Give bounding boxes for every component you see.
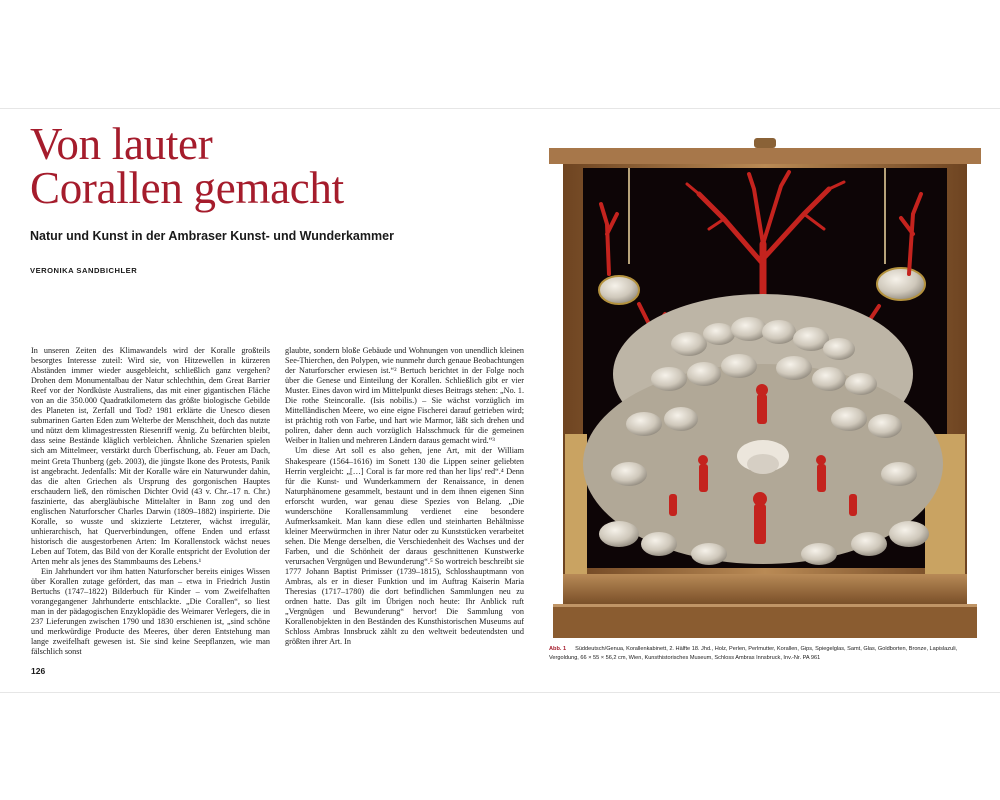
author-name: VERONIKA SANDBICHLER <box>30 266 138 275</box>
article-title <box>30 119 344 213</box>
title-line-2: Corallen gemacht <box>30 163 344 213</box>
text-column-left <box>31 346 270 657</box>
paragraph: Um diese Art soll es also gehen, jene Art, mit der William Shakespeare (1564–1616) im Sonett 130 die Lippen seiner geliebten Herrin vergleicht: „[…] Coral is far more red than her lips' red“.⁴ Denn für die Kunst- und Wunderkammern der Renaissance, in denen Naturphänomene gesammelt, bestaunt und in dem ihnen eigenen Sinn erforscht wurden, war genau diese Spezies von Belang. „Die wunderschöne Korallensammlung verdienet eine besondere Aufmerksamkeit. Man kann diese edlen und steinharten Behältnisse kleiner Meerwürmchen in ihrer Natur oder zu Kunststücken verarbeitet sehen. Die Menge derselben, die Verschiedenheit des Wachses und der Farben, und die Schönheit der daraus geschnittenen Kunstwerke verursachen Vergnügen und Bewunderung“.⁵ So wortreich beschreibt sie 1777 Johann Baptist Primisser (1739–1815), Schlosshauptmann von Ambras, als er in dieser Funktion und im Auftrag Kaiserin Maria Theresias (1717–1780) die dort befindlichen Sammlungen neu zu ordnen hatte. Das gilt im Übrigen noch heute: Ihr Anblick ruft „Vergnügen und Bewunderung“ hervor! Die Sammlung von Korallenobjekten in den Beständen des Kunsthistorischen Museums auf Schloss Ambras Innsbruck zählt zu den weltweit bedeutendsten und größten ihrer Art. In <box>285 446 524 647</box>
figure-label: Abb. 1 <box>549 646 567 652</box>
shell-grotto <box>583 294 943 565</box>
cabinet-base <box>563 574 967 604</box>
article-subtitle: Natur und Kunst in der Ambraser Kunst- und Wunderkammer <box>30 229 394 243</box>
figure-caption-text: Süddeutsch/Genua, Korallenkabinett, 2. Hälfte 18. Jhd., Holz, Perlen, Perlmutter, Korallen, Gips, Spiegelglas, Samt, Glas, Goldborten, Bronze, Lapislazuli, Vergoldung, 66 × 55 × 56,2 cm, Wien, Kunsthistorisches Museum, Schloss Ambras Innsbruck, Inv.-Nr. PA 961 <box>549 646 958 661</box>
text-column-middle <box>285 346 524 647</box>
page-number: 126 <box>31 666 46 676</box>
figure-caption <box>549 645 981 662</box>
paragraph: In unseren Zeiten des Klimawandels wird der Koralle großteils besorgtes Interesse zuteil: Wird sie, von Hitzewellen in kürzeren Abständen immer wieder ausgebleicht, schließlich ganz vergehen? Drohen dem Monumentalbau der Natur schlechthin, dem Great Barrier Reef vor der Nordküste Australiens, das mit einer gigantischen Fläche von an die 350.000 Quadratkilometern das größte biologische Gebilde des Planeten ist, Zerfall und Tod? 1981 erklärte die Unesco diesen submarinen Garten Eden zum Welterbe der Menschheit, doch das nutzte und nützt dem klimagestressten Riesenriff wenig. Zu befürchten bleibt, dass seine Bestände kläglich verbleichen. Ähnliche Szenarien spielen sich am Mittelmeer, verstärkt durch Überfischung, ab. Feuer am Dach, meint Greta Thunberg (geb. 2003), die jüngste Ikone des Protests, Panik ist angebracht. Jedenfalls: Mit der Koralle wäre ein Naturwunder dahin, das die alten Griechen als Ursprung des gorgonischen Hauptes erschaudern ließ, den römischen Dichter Ovid (43 v. Chr.–17 n. Chr.) faszinierte, das abergläubische Mittelalter in Bann zog und den englischen Naturforscher Charles Darwin (1809–1882) inspirierte. Die Koralle, so wusste und skizzierte Letzterer, wächst irregulär, unhierarchisch, hat Querverbindungen, offene Enden und erfasst historisch die ausgestorbenen Arten: Im Korallenstock wächst neues Leben auf Totem, das Bild von der Koralle entspricht der Evolution der Arten mehr als jenes des Stammbaums des Lebens.¹ <box>31 346 270 566</box>
paragraph: glaubte, sondern bloße Gebäude und Wohnungen von unendlich kleinen See-Thierchen, den Polypen, wie nunmehr durch genaue Beobachtungen der Naturforscher erwiesen ist.“² Bertuch berichtet in der Folge noch über die Genese und Einteilung der Korallen. Schließlich gibt er vier Muster. Eines davon wird im Mittelpunkt dieses Beitrags stehen: „No. 1. Die rothe Steincoralle. (Isis nobilis.) – Sie wächst vorzüglich im Mittelländischen Meere, wo eine eigne Fischerei darauf getrieben wird; ist prächtig roth von Farbe, und hart wie Marmor, läßt sich drehen und poliren, daher denn auch vorzüglich Halsschmuck für die gemeinen Weiber in Italien und mehreren Ländern daraus gemacht wird.“³ <box>285 346 524 446</box>
coral-cabinet-photo <box>549 134 981 642</box>
paragraph: Ein Jahrhundert vor ihm hatten Naturforscher bereits einiges Wissen über Korallen zutage gefördert, das man – etwa in Friedrich Justin Bertuchs (1747–1822) Bilderbuch für Kinder – vom Zweifelhaften vorangegangener Jahrhunderte entschlackte. „Die Corallen“, so liest man in der pädagogischen Enzyklopädie des Weimarer Verlegers, die in 237 Lieferungen zwischen 1790 und 1830 erschienen ist, „sind schöne und merkwürdige Producte des Meeres, über deren Entstehung man lange zweifelhaft gewesen ist. Sie sind keine Seepflanzen, wie man fälschlich sonst <box>31 567 270 657</box>
title-line-1: Von lauter <box>30 119 213 169</box>
cabinet-top <box>549 148 981 164</box>
